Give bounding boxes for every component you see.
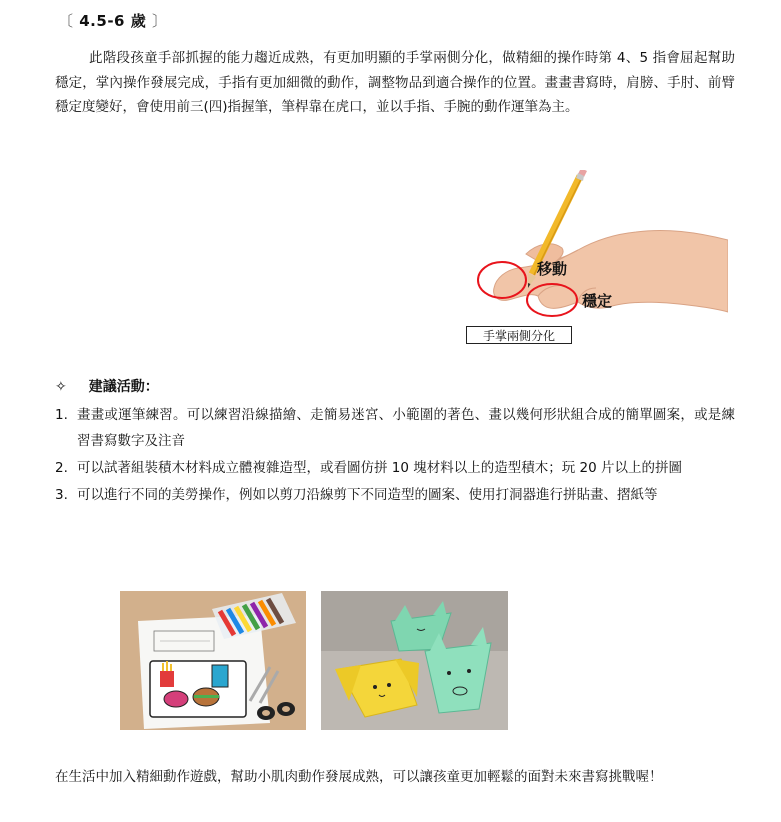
- heading-label: 4.5-6 歲: [79, 12, 147, 30]
- activity-list: [55, 402, 735, 509]
- hand-pencil-photo: [466, 170, 728, 348]
- list-item-text: 可以試著組裝積木材料成立體複雜造型，或看圖仿拼 10 塊材料以上的造型積木；玩 20 片以上的拼圖: [77, 460, 683, 476]
- origami-activity-photo: [321, 591, 508, 730]
- list-item-text: 畫畫或運筆練習。可以練習沿線描繪、走簡易迷宮、小範圍的著色、畫以幾何形狀組合成的簡單圖案，或是練習書寫數字及注音: [77, 407, 735, 449]
- suggestions-title: 建議活動：: [88, 379, 159, 395]
- label-stable: 穩定: [582, 292, 613, 310]
- closing-paragraph: 在生活中加入精細動作遊戲，幫助小肌肉動作發展成熟，可以讓孩童更加輕鬆的面對未來書寫挑戰喔！: [55, 769, 663, 785]
- heading-open-bracket: 〔: [58, 12, 74, 30]
- intro-paragraph: 此階段孩童手部抓握的能力趨近成熟，有更加明顯的手掌兩側分化，做精細的操作時第 4、5 指會屈起幫助穩定，掌內操作發展完成，手指有更加細微的動作，調整物品到適合操作的位置。畫畫書寫時，肩膀、手肘、前臂穩定度變好，會使用前三(四)指握筆，筆桿靠在虎口，並以手指、手腕的動作運筆為主。: [55, 50, 735, 115]
- coloring-activity-photo: [120, 591, 306, 730]
- label-move: 移動: [537, 260, 568, 278]
- diamond-bullet-icon: ✧: [55, 379, 67, 395]
- list-item-number: 2.: [55, 460, 68, 476]
- list-item: [55, 482, 735, 508]
- list-item-number: 1.: [55, 407, 68, 423]
- age-heading: [58, 10, 167, 31]
- figure-caption: 手掌兩側分化: [466, 326, 572, 344]
- list-item-text: 可以進行不同的美勞操作，例如以剪刀沿線剪下不同造型的圖案、使用打洞器進行拼貼畫、摺紙等: [77, 487, 658, 503]
- suggestions-heading: [55, 376, 159, 396]
- list-item: [55, 455, 735, 481]
- list-item: [55, 402, 735, 454]
- heading-close-bracket: 〕: [151, 12, 168, 30]
- list-item-number: 3.: [55, 487, 68, 503]
